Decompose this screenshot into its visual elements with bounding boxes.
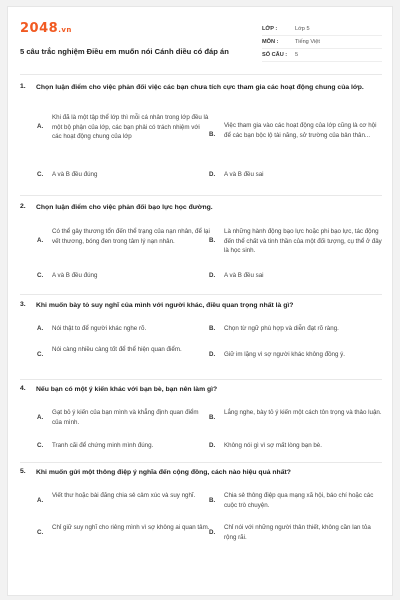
option-letter: D. [209, 442, 216, 449]
option-letter: C. [37, 171, 44, 178]
option-letter: A. [37, 123, 44, 130]
option-letter: B. [209, 237, 216, 244]
option-letter: D. [209, 529, 216, 536]
page-title: 5 câu trắc nghiệm Điều em muốn nói Cánh diều có đáp án [20, 47, 229, 56]
question-number: 1. [20, 83, 26, 90]
worksheet-page [7, 6, 393, 596]
option-letter: B. [209, 325, 216, 332]
option-letter: A. [37, 414, 44, 421]
option-text: Nói thật to để người khác nghe rõ. [52, 325, 147, 332]
divider [20, 462, 382, 463]
option-text: Khi đã là một tập thể lớp thì mỗi cá nhân trong lớp đều là một bộ phận của lớp, các bạn phải có trách nhiệm với các hoạt động chung của lớp [52, 114, 209, 140]
option-text: Có thể gây thương tổn đến thể trạng của nạn nhân, để lại vết thương, bóng đen trong tâm lý nạn nhân. [52, 228, 210, 245]
question-number: 3. [20, 301, 26, 308]
option-letter: A. [37, 497, 44, 504]
site-logo[interactable] [20, 21, 72, 36]
option-letter: A. [37, 237, 44, 244]
logo-suffix: .vn [58, 26, 72, 34]
option-letter: B. [209, 414, 216, 421]
question-2 [20, 203, 382, 288]
question-text: Khi muốn bày tỏ suy nghĩ của mình với người khác, điều quan trọng nhất là gì? [36, 302, 294, 309]
option-letter: C. [37, 272, 44, 279]
divider [20, 379, 382, 380]
option-text: A và B đều đúng [52, 171, 98, 178]
question-1 [20, 83, 382, 193]
question-text: Chọn luận điểm cho việc phản đối việc các bạn chưa tích cực tham gia các hoạt động chung của lớp. [36, 84, 364, 91]
option-letter: A. [37, 325, 44, 332]
option-text: A và B đều sai [224, 272, 264, 279]
option-letter: D. [209, 351, 216, 358]
question-text: Chọn luận điểm cho việc phản đối bạo lực học đường. [36, 204, 213, 211]
divider [20, 74, 382, 75]
option-text: Giữ im lặng vì sợ người khác không đồng ý. [224, 351, 345, 358]
option-text: A và B đều đúng [52, 272, 98, 279]
question-number: 4. [20, 385, 26, 392]
option-letter: C. [37, 529, 44, 536]
question-5 [20, 468, 382, 558]
divider [20, 294, 382, 295]
meta-value: 5 [295, 52, 299, 58]
meta-row-class [262, 23, 382, 36]
option-text: Lắng nghe, bày tỏ ý kiến một cách tôn trọng và thảo luận. [224, 409, 382, 416]
meta-value: Lớp 5 [295, 26, 310, 32]
option-text: Chia sẻ thông điệp qua mạng xã hội, báo chí hoặc các cuộc trò chuyện. [224, 492, 374, 509]
option-text: Viết thư hoặc bài đăng chia sẻ cảm xúc và suy nghĩ. [52, 492, 196, 499]
meta-value: Tiếng Việt [295, 39, 320, 45]
option-letter: C. [37, 442, 44, 449]
option-text: Nói càng nhiều càng tốt để thể hiện quan điểm. [52, 346, 182, 353]
option-text: Việc tham gia vào các hoạt động của lớp cũng là cơ hội để các bạn bộc lộ tài năng, sở trường của bản thân... [224, 122, 377, 139]
option-text: Chỉ nói với những người thân thiết, không cần lan tỏa rộng rãi. [224, 524, 371, 541]
option-text: Chọn từ ngữ phù hợp và diễn đạt rõ ràng. [224, 325, 339, 332]
logo-text: 2048 [20, 21, 59, 36]
option-text: A và B đều sai [224, 171, 264, 178]
meta-key: LỚP : [262, 26, 278, 32]
divider [20, 195, 382, 196]
question-text: Khi muốn gửi một thông điệp ý nghĩa đến cộng đồng, cách nào hiệu quả nhất? [36, 469, 291, 476]
meta-key: SỐ CÂU : [262, 52, 288, 58]
option-letter: C. [37, 351, 44, 358]
option-text: Là những hành động bạo lực hoặc phi bạo lực, tác động đến thể chất và tinh thần của một đối tượng, cụ thể ở đây là học sinh. [224, 228, 382, 254]
option-letter: B. [209, 131, 216, 138]
option-text: Không nói gì vì sợ mất lòng bạn bè. [224, 442, 322, 449]
option-letter: D. [209, 272, 216, 279]
option-letter: D. [209, 171, 216, 178]
question-number: 2. [20, 203, 26, 210]
option-text: Chỉ giữ suy nghĩ cho riêng mình vì sợ không ai quan tâm. [52, 524, 210, 531]
option-letter: B. [209, 497, 216, 504]
meta-table [262, 23, 382, 62]
question-number: 5. [20, 468, 26, 475]
meta-row-subject [262, 36, 382, 49]
question-3 [20, 301, 382, 376]
meta-row-count [262, 49, 382, 62]
option-text: Gạt bỏ ý kiến của bạn mình và khẳng định quan điểm của mình. [52, 409, 199, 426]
option-text: Tranh cãi để chứng minh mình đúng. [52, 442, 154, 449]
question-4 [20, 385, 382, 460]
question-text: Nếu bạn có một ý kiến khác với bạn bè, bạn nên làm gì? [36, 386, 218, 393]
meta-key: MÔN : [262, 39, 279, 45]
header [20, 17, 382, 67]
